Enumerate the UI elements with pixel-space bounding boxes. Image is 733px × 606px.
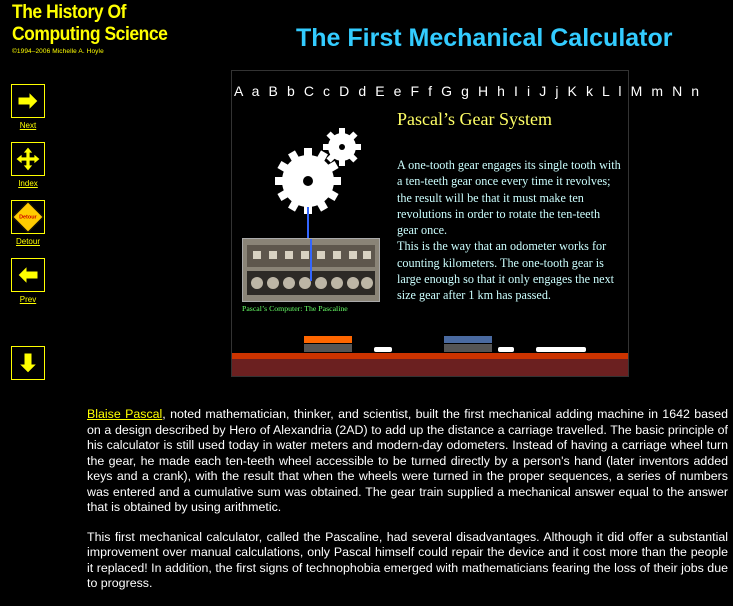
figure-bar-bottom [232,359,628,376]
scroll-down-button[interactable] [11,346,45,380]
gear-system-figure [231,70,702,377]
copyright: ©1994–2006 Michelle A. Hoyle [12,48,104,55]
detour-button[interactable] [11,200,45,246]
pascaline-caption: Pascal’s Computer: The Pascaline [242,304,348,313]
prev-button[interactable] [11,258,45,304]
counter-block-white-1 [374,347,392,352]
page-title: The First Mechanical Calculator [296,24,673,52]
blaise-pascal-link[interactable]: Blaise Pascal [87,407,163,421]
prev-link[interactable]: Prev [19,295,37,304]
alphabet-strip: A a B b C c D d E e F f G g H h I i J j K k L l M m N n [234,83,702,99]
four-way-arrow-icon [15,146,41,172]
figure-title: Pascal’s Gear System [397,109,552,129]
article-body [87,407,728,606]
pascaline-photo [242,238,380,302]
counter-block-grey [304,344,352,352]
counter-block-blue [444,336,492,343]
logo-line-1: The History Of [12,2,126,23]
detour-badge-text: Detour [19,214,37,220]
next-button[interactable] [11,84,45,130]
figure-text-1: A one-tooth gear engages its single tooth with a ten-teeth gear once every time it revolves; the result will be that it must make ten revolutions in order to rotate the ten-teeth gear once. [397,158,621,238]
site-logo[interactable] [12,2,181,55]
figure-text-2: This is the way that an odometer works for counting kilometers. The one-tooth gear is large enough so that it only engages the next size gear after 1 km has passed. [397,239,615,303]
counter-block-grey-2 [444,344,492,352]
paragraph-2: This first mechanical calculator, called the Pascaline, had several disadvantages. Although it did offer a substantial improvement over manual calculations, only Pascal himself could repair the device and it cost more than the people it replaced! In addition, the first signs of technophobia emerged with mathematicians fearing the loss of their jobs due to progress. [87,529,728,590]
counter-block-white-2 [498,347,514,352]
index-link[interactable]: Index [18,179,38,188]
detour-link[interactable]: Detour [15,237,40,246]
paragraph-1 [87,407,728,516]
arrow-right-icon [16,91,40,111]
counter-block-orange [304,336,352,343]
counter-block-white-3 [536,347,586,352]
small-gear-icon [323,128,361,166]
logo-line-2: Computing Science [12,24,168,45]
paragraph-1-text: , noted mathematician, thinker, and scientist, built the first mechanical adding machine in 1642 based on a design described by Hero of Alexandria (2AD) to add up the distance a carriage travelled. The basic principle of his calculator is still used today in water meters and modern-day odometers. Instead of having a carriage wheel turn the gear, he made each ten-teeth wheel accessible to be turned directly by a person's hand (later inventors added keys and a crank), with the result that when the wheels were turned in the proper sequences, a series of numbers was entered and a cumulative sum was obtained. The gear train supplied a mechanical answer equal to the answer that is obtained by using arithmetic. [87,407,728,514]
figure-description [397,157,623,304]
index-button[interactable] [11,142,45,188]
detour-sign-icon [13,202,44,233]
next-link[interactable]: Next [19,121,37,130]
arrow-down-icon [18,351,38,375]
arrow-left-icon [16,265,40,285]
